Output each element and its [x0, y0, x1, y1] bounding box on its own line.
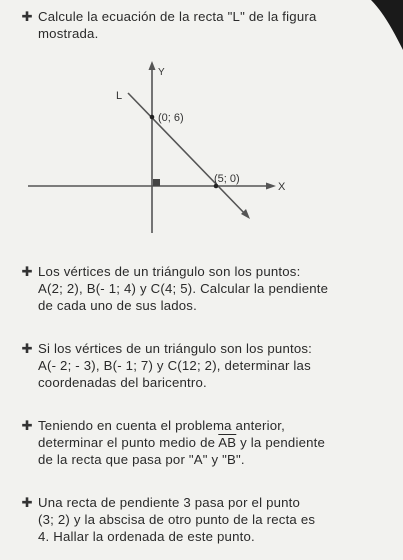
line-l-label: L [116, 90, 123, 102]
bullet-icon: ✚ [21, 495, 33, 510]
problem-4-line-1: Teniendo en cuenta el problema anterior, [38, 418, 286, 433]
problem-2-line-3: de cada uno de sus lados. [38, 298, 197, 313]
problem-4-line-2 [20, 434, 392, 451]
x-axis-arrow-icon [266, 183, 276, 190]
y-axis-label: Y [158, 67, 165, 78]
bullet-icon: ✚ [21, 418, 33, 433]
problem-4-line-2-post: y la pendiente [236, 435, 326, 450]
right-angle-icon [153, 179, 160, 186]
problem-1-line-2: mostrada. [38, 26, 99, 41]
point-y-intercept [150, 115, 155, 120]
segment-ab: $\overline{AB}$ [218, 435, 237, 450]
problem-3-line-1: Si los vértices de un triángulo son los puntos: [38, 341, 313, 356]
problem-5 [20, 494, 392, 545]
problem-4 [20, 417, 392, 468]
problem-1 [20, 8, 392, 42]
problem-5-line-2: (3; 2) y la abscisa de otro punto de la recta es [38, 512, 316, 527]
problem-3 [20, 340, 392, 391]
problem-5-line-3: 4. Hallar la ordenada de este punto. [38, 529, 255, 544]
problem-5-line-1: Una recta de pendiente 3 pasa por el punto [38, 495, 301, 510]
problem-3-line-3: coordenadas del baricentro. [38, 375, 207, 390]
problem-3-line-2: A(- 2; - 3), B(- 1; 7) y C(12; 2), determinar las [38, 358, 311, 373]
bullet-icon: ✚ [21, 264, 33, 279]
point-y-label: (0; 6) [158, 112, 184, 124]
point-x-label: (5; 0) [214, 173, 240, 185]
bullet-icon: ✚ [21, 9, 33, 24]
problem-4-line-2-pre: determinar el punto medio de [38, 435, 219, 450]
problem-2 [20, 263, 392, 314]
line-l [128, 93, 248, 217]
problem-2-line-1: Los vértices de un triángulo son los puntos: [38, 264, 301, 279]
y-axis-arrow-icon [149, 61, 156, 70]
bullet-icon: ✚ [21, 341, 33, 356]
x-axis-label: X [278, 181, 286, 193]
problem-1-line-1: Calcule la ecuación de la recta "L" de la figura [38, 9, 317, 24]
problem-2-line-2: A(2; 2), B(- 1; 4) y C(4; 5). Calcular la pendiente [38, 281, 329, 296]
line-figure [0, 55, 403, 235]
problem-4-line-3: de la recta que pasa por "A" y "B". [38, 452, 245, 467]
